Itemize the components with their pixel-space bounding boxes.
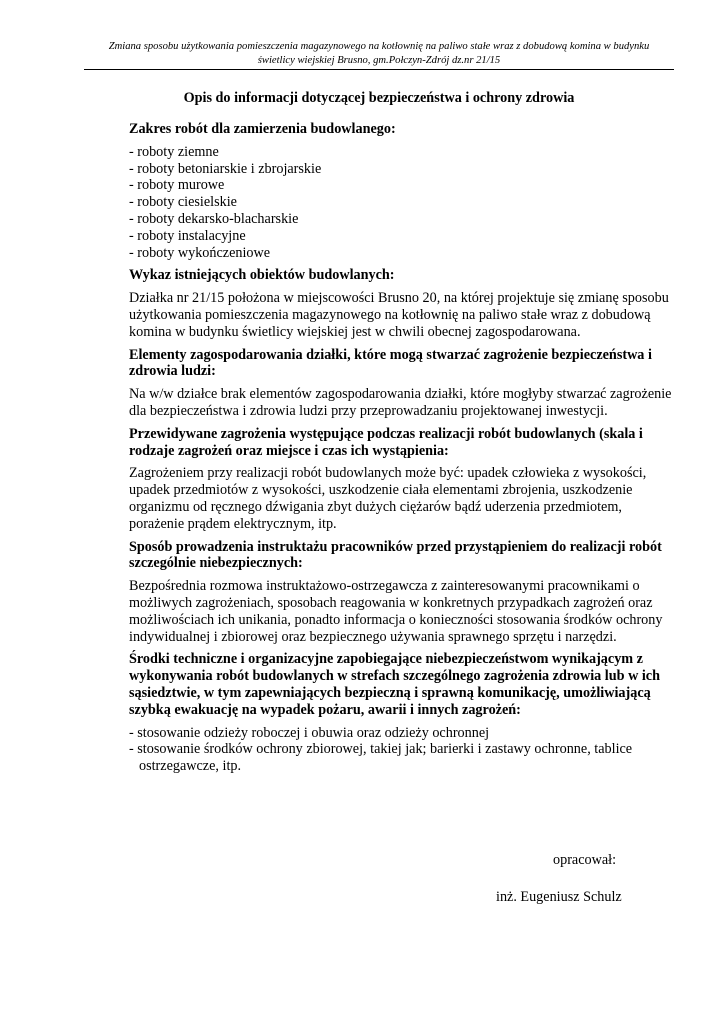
signature-role: opracował:	[553, 852, 617, 868]
list-item: - stosowanie środków ochrony zbiorowej, takiej jak; barierki i zastawy ochronne, tablice ostrzegawcze, itp.	[129, 741, 633, 775]
list-item: - roboty betoniarskie i zbrojarskie	[129, 160, 322, 177]
section-heading-site-elements: Elementy zagospodarowania działki, które mogą stwarzać zagrożenie bezpieczeństwa i zdrowia ludzi:	[129, 346, 652, 380]
works-list	[129, 144, 674, 262]
section-heading-measures: Środki techniczne i organizacyjne zapobiegające niebezpieczeństwom wynikającym z wykonywania robót budowlanych w strefach szczególnego zagrożenia zdrowia lub w ich sąsiedztwie, w tym zapewniających bezpieczną i sprawną komunikację, umożliwiającą szybką ewakuację na wypadek pożaru, awarii i innych zagrożeń:	[129, 651, 660, 718]
section-heading-existing-objects: Wykaz istniejących obiektów budowlanych:	[129, 267, 395, 284]
section-text-instruction: Bezpośrednia rozmowa instruktażowo-ostrzegawcza z zainteresowanymi pracownikami o możliwych zagrożeniach, sposobach reagowania w konkretnych przypadkach zagrożeń oraz możliwościach ich unikania, ponadto informacja o konieczności stosowania środków ochrony indywidualnej i zbiorowej oraz bezpiecznego używania sprawnego sprzętu i narzędzi.	[129, 578, 663, 645]
header-divider	[84, 69, 674, 70]
section-text-existing-objects: Działka nr 21/15 położona w miejscowości Brusno 20, na której projektuje się zmianę sposobu użytkowania pomieszczenia magazynowego na kotłownię na paliwo stałe wraz z dobudową komina w budynku świetlicy wiejskiej jest w chwili obecnej zagospodarowana.	[129, 290, 669, 340]
list-item: - roboty instalacyjne	[129, 227, 246, 244]
signature-name: inż. Eugeniusz Schulz	[496, 889, 622, 905]
header-line-2: świetlicy wiejskiej Brusno, gm.Połczyn-Zdrój dz.nr 21/15	[257, 55, 501, 66]
header-line-1: Zmiana sposobu użytkowania pomieszczenia magazynowego na kotłownię na paliwo stałe wraz z dobudową komina w budynku	[108, 41, 650, 52]
measures-list	[129, 725, 674, 775]
section-text-hazards: Zagrożeniem przy realizacji robót budowlanych może być: upadek człowieka z wysokości, upadek przedmiotów z wysokości, uszkodzenie ciała elementami zbrojenia, uszkodzenie organizmu od ręcznego dźwigania zbyt dużych ciężarów bądź uderzenia przedmiotem, porażenie prądem elektrycznym, itp.	[129, 465, 647, 532]
page-header	[84, 40, 674, 68]
document-title: Opis do informacji dotyczącej bezpieczeństwa i ochrony zdrowia	[183, 90, 575, 106]
list-item: - roboty murowe	[129, 177, 225, 194]
list-item: - stosowanie odzieży roboczej i obuwia oraz odzieży ochronnej	[129, 724, 490, 741]
section-heading-instruction: Sposób prowadzenia instruktażu pracowników przed przystąpieniem do realizacji robót szczególnie niebezpiecznych:	[129, 538, 662, 572]
section-heading-scope: Zakres robót dla zamierzenia budowlanego:	[129, 121, 396, 137]
list-item: - roboty dekarsko-blacharskie	[129, 210, 299, 227]
section-heading-hazards: Przewidywane zagrożenia występujące podczas realizacji robót budowlanych (skala i rodzaje zagrożeń oraz miejsce i czas ich wystąpienia:	[129, 425, 643, 459]
list-item: - roboty ciesielskie	[129, 194, 237, 211]
section-text-site-elements: Na w/w działce brak elementów zagospodarowania działki, które mogłyby stwarzać zagrożenie dla bezpieczeństwa i zdrowia ludzi przy przeprowadzaniu projektowanej inwestycji.	[129, 386, 672, 419]
list-item: - roboty ziemne	[129, 143, 219, 160]
list-item: - roboty wykończeniowe	[129, 244, 271, 261]
document-body	[129, 121, 674, 775]
